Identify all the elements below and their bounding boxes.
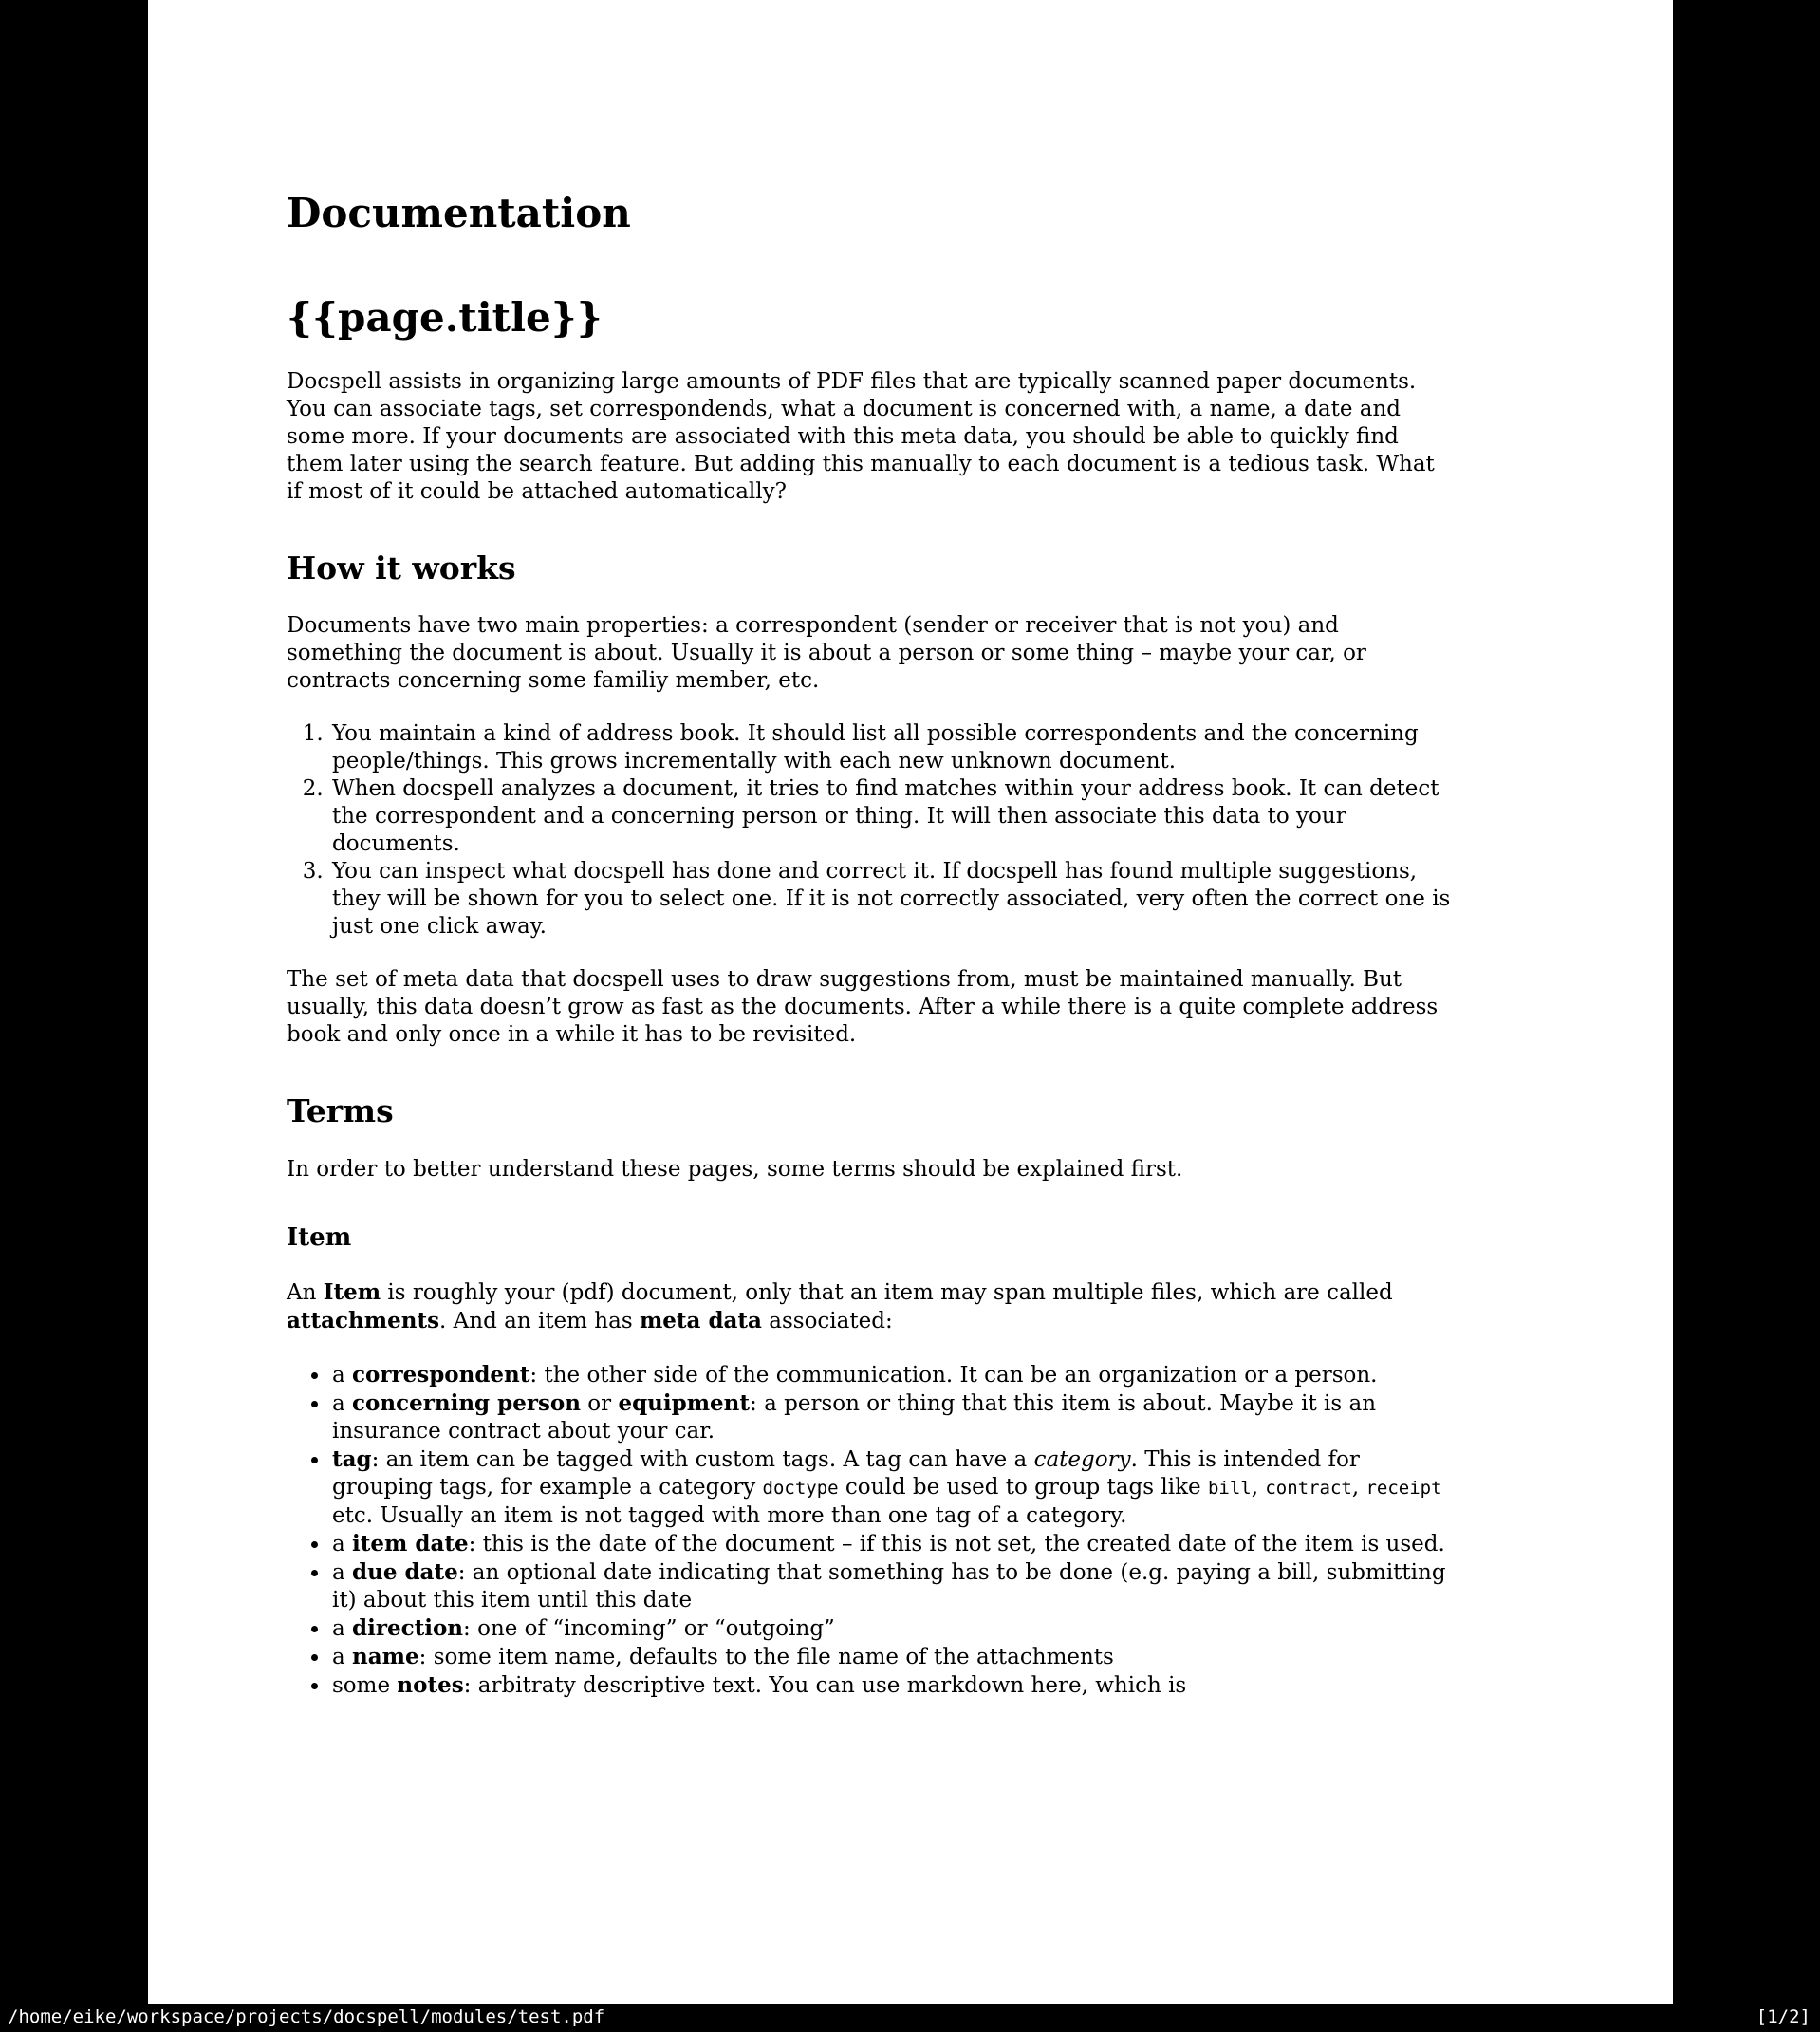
bullet-list: [287, 1361, 1454, 1700]
list-item: [330, 1614, 1454, 1643]
text-run: {{page.title}}: [287, 294, 603, 342]
text-run: : an optional date indicating that something has to be done (e.g. paying a bill, submitting it) about this item until this date: [332, 1560, 1446, 1613]
heading: [287, 190, 1454, 237]
heading: [287, 294, 1454, 342]
text-run: Terms: [287, 1092, 394, 1130]
text-run: Documentation: [287, 190, 631, 236]
list-item: [330, 1530, 1454, 1558]
list-item: [330, 1671, 1454, 1700]
text-run: a: [332, 1363, 353, 1389]
text-run: : arbitraty descriptive text. You can use markdown here, which is: [463, 1673, 1187, 1699]
bold-text: Item: [323, 1279, 381, 1306]
statusbar-page-indicator: [1/2]: [1755, 2006, 1811, 2027]
paragraph: [287, 1278, 1454, 1335]
text-run: : one of “incoming” or “outgoing”: [463, 1616, 835, 1642]
text-run: Docspell assists in organizing large amounts of PDF files that are typically scanned paper documents. You can associate tags, set correspondends, what a document is concerned with, a name, a date and some more. If your documents are associated with this meta data, you should be able to quickly find them later using the search feature. But adding this manually to each document is a tedious task. What if most of it could be attached automatically?: [287, 368, 1435, 504]
text-run: or: [580, 1391, 619, 1417]
list-item: [330, 1361, 1454, 1389]
text-run: a: [332, 1616, 353, 1642]
text-run: : a person or thing that this item is about. Maybe it is an insurance contract about your car.: [332, 1391, 1377, 1445]
list-item: [330, 1389, 1454, 1445]
text-run: You maintain a kind of address book. It should list all possible correspondents and the concerning people/things. This grows incrementally with each new unknown document.: [332, 721, 1419, 774]
text-run: When docspell analyzes a document, it tries to find matches within your address book. It can detect the correspondent and a concerning person or thing. It will then associate this data to your documents.: [332, 776, 1439, 857]
text-run: ,: [1351, 1475, 1366, 1501]
list-item: [330, 720, 1454, 775]
text-run: etc. Usually an item is not tagged with more than one tag of a category.: [332, 1503, 1127, 1529]
text-run: : this is the date of the document – if this is not set, the created date of the item is used.: [468, 1532, 1445, 1557]
text-run: is roughly your (pdf) document, only that an item may span multiple files, which are called: [381, 1280, 1393, 1306]
text-run: . This is intended for grouping tags, for example a category: [332, 1447, 1360, 1501]
paragraph: [287, 966, 1454, 1049]
inline-code: bill: [1207, 1478, 1252, 1500]
paragraph: [287, 1156, 1454, 1184]
heading: [287, 550, 1454, 587]
italic-text: category: [1033, 1447, 1131, 1473]
bold-text: due date: [352, 1559, 458, 1586]
text-run: You can inspect what docspell has done and correct it. If docspell has found multiple suggestions, they will be shown for you to select one. If it is not correctly associated, very often the correct one is just one click away.: [332, 859, 1451, 940]
paragraph: [287, 368, 1454, 506]
bold-text: direction: [352, 1615, 464, 1642]
text-run: : the other side of the communication. It can be an organization or a person.: [529, 1363, 1378, 1389]
inline-code: contract: [1265, 1478, 1352, 1500]
text-run: : some item name, defaults to the file name of the attachments: [418, 1645, 1114, 1670]
text-run: ,: [1251, 1475, 1266, 1501]
text-run: The set of meta data that docspell uses to draw suggestions from, must be maintained manually. But usually, this data doesn’t grow as fast as the documents. After a while there is a quite complete address book and only once in a while it has to be revisited.: [287, 967, 1439, 1048]
heading: [287, 1223, 1454, 1253]
text-run: a: [332, 1645, 353, 1670]
paragraph: [287, 612, 1454, 695]
list-item: [330, 775, 1454, 858]
list-item: [330, 1558, 1454, 1614]
inline-code: doctype: [762, 1478, 839, 1500]
heading: [287, 1092, 1454, 1130]
list-item: [330, 1445, 1454, 1530]
text-run: . And an item has: [439, 1309, 640, 1334]
bold-text: equipment: [618, 1390, 751, 1417]
text-run: some: [332, 1673, 398, 1699]
statusbar-file-path: /home/eike/workspace/projects/docspell/modules/test.pdf: [8, 2006, 605, 2027]
list-item: [330, 858, 1454, 941]
text-run: a: [332, 1532, 353, 1557]
bold-text: meta data: [639, 1308, 762, 1334]
bold-text: notes: [397, 1672, 464, 1699]
text-run: Documents have two main properties: a correspondent (sender or receiver that is not you) and something the document is about. Usually it is about a person or some thing – maybe your car, or contracts concerning some familiy member, etc.: [287, 613, 1366, 694]
ordered-list: [287, 720, 1454, 941]
text-run: a: [332, 1560, 353, 1586]
text-run: Item: [287, 1222, 352, 1252]
inline-code: receipt: [1365, 1478, 1442, 1500]
text-run: How it works: [287, 549, 516, 587]
statusbar: [0, 2004, 1820, 2032]
list-item: [330, 1643, 1454, 1671]
text-run: : an item can be tagged with custom tags. A tag can have a: [371, 1447, 1034, 1473]
text-run: associated:: [761, 1309, 893, 1334]
bold-text: concerning person: [352, 1390, 581, 1417]
text-run: could be used to group tags like: [838, 1475, 1208, 1501]
text-run: a: [332, 1391, 353, 1417]
text-run: An: [287, 1280, 324, 1306]
bold-text: name: [352, 1644, 419, 1670]
text-run: In order to better understand these pages, some terms should be explained first.: [287, 1156, 1183, 1182]
bold-text: correspondent: [352, 1362, 530, 1389]
pdf-page[interactable]: [148, 0, 1673, 2004]
bold-text: item date: [352, 1531, 469, 1557]
bold-text: attachments: [287, 1308, 440, 1334]
bold-text: tag: [332, 1446, 372, 1473]
pdf-page-content: [148, 0, 1673, 1700]
